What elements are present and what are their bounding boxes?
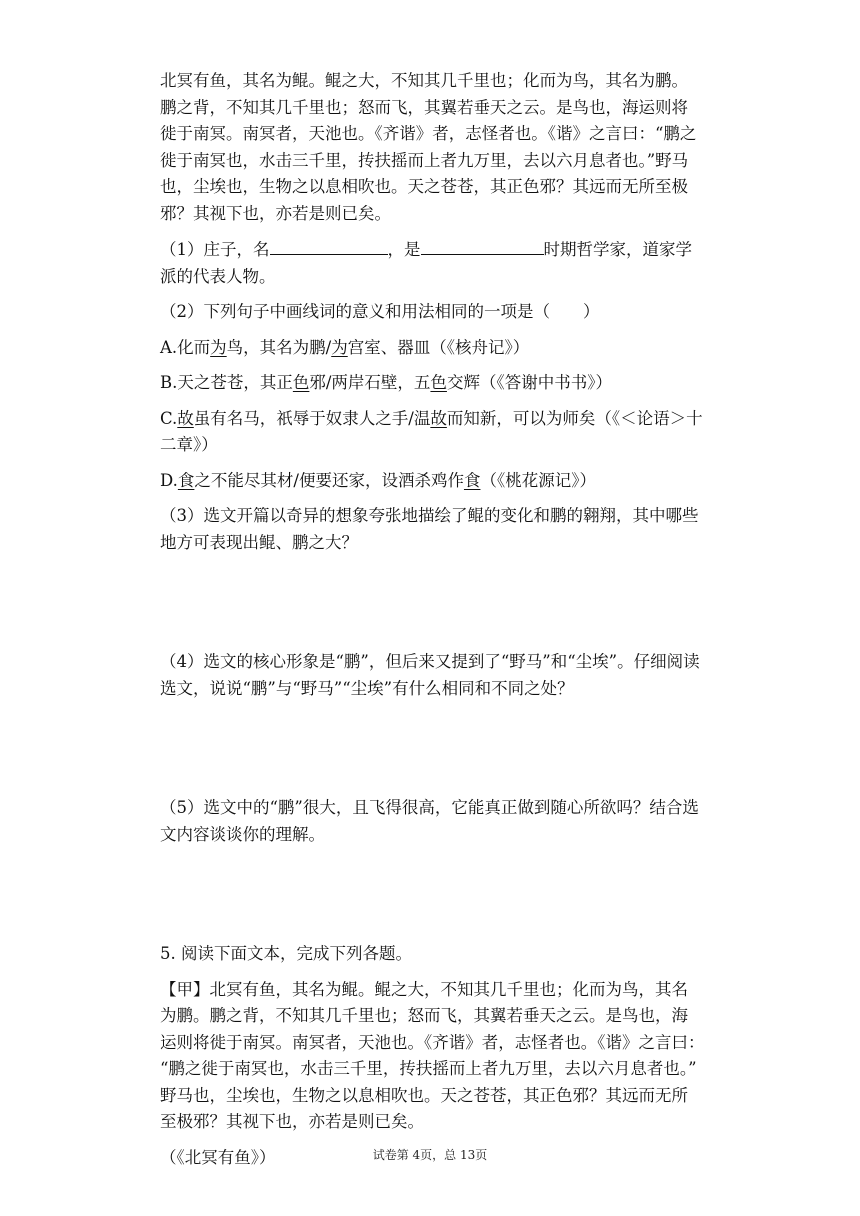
option-text: 二章》） xyxy=(160,435,218,454)
passage-line: 为鹏。鹏之背，不知其几千里也；怒而飞，其翼若垂天之云。是鸟也，海 xyxy=(160,1006,688,1025)
underlined-word: 为 xyxy=(331,337,348,357)
q4-line: 选文，说说“鹏”与“野马”“尘埃”有什么相同和不同之处？ xyxy=(160,678,574,698)
underlined-word: 故 xyxy=(177,408,194,428)
passage-source: （《北冥有鱼》） xyxy=(160,1147,276,1167)
q1-text: 派的代表人物。 xyxy=(160,266,276,286)
option-text: B.天之苍苍，其正 xyxy=(160,373,293,392)
option-text: 宫室、器皿（《核舟记》） xyxy=(347,337,530,357)
question-1 xyxy=(160,236,730,290)
option-text: A.化而 xyxy=(160,337,211,357)
passage-line: 徙于南冥。南冥者，天池也。《齐谐》者，志怪者也。《谐》之言曰：“鹏之 xyxy=(160,124,697,143)
passage-line: 鹏之背，不知其几千里也；怒而飞，其翼若垂天之云。是鸟也，海运则将 xyxy=(160,97,688,117)
passage-line: 邪？其视下也，亦若是则已矣。 xyxy=(160,203,391,223)
q4-line: （4）选文的核心形象是“鹏”，但后来又提到了“野马”和“尘埃”。仔细阅读 xyxy=(160,652,700,671)
page-footer: 试卷第 4页，总 13页 xyxy=(372,1148,488,1162)
q1-text: ，是 xyxy=(387,240,421,259)
passage-line: 也，尘埃也，生物之以息相吹也。天之苍苍，其正色邪？其远而无所至极 xyxy=(160,177,688,196)
question-5 xyxy=(160,795,730,848)
answer-space-q4[interactable] xyxy=(160,702,730,786)
passage-jia xyxy=(160,977,730,1136)
underlined-word: 色 xyxy=(292,373,310,392)
option-text: 虽有名马，祇辱于奴隶人之手/温 xyxy=(193,408,431,428)
underlined-word: 色 xyxy=(430,373,447,392)
question-3 xyxy=(160,503,730,556)
option-a xyxy=(160,335,730,362)
underlined-word: 食 xyxy=(463,470,481,490)
underlined-word: 食 xyxy=(177,470,195,490)
option-b xyxy=(160,370,730,397)
answer-space-q3[interactable] xyxy=(160,556,730,640)
option-d xyxy=(160,468,730,495)
passage-line: 至极邪？其视下也，亦若是则已矣。 xyxy=(160,1112,424,1131)
passage-line: 野马也，尘埃也，生物之以息相吹也。天之苍苍，其正色邪？其远而无所 xyxy=(160,1085,688,1105)
passage-beiming xyxy=(160,68,730,227)
q2-stem: （2）下列句子中画线词的意义和用法相同的一项是（ ） xyxy=(160,302,600,321)
option-c xyxy=(160,406,730,459)
option-text: 交辉（《答谢中书书》） xyxy=(446,373,612,392)
q3-line: （3）选文开篇以奇异的想象夸张地描绘了鲲的变化和鹏的翱翔，其中哪些 xyxy=(160,506,699,525)
option-text: C. xyxy=(160,408,178,428)
underlined-word: 为 xyxy=(210,337,227,357)
answer-blank-period[interactable] xyxy=(421,236,544,255)
passage-line: “鹏之徙于南冥也，水击三千里，抟扶摇而上者九万里，去以六月息者也。” xyxy=(160,1059,697,1078)
option-text: 而知新，可以为师矣（《＜论语＞十 xyxy=(446,408,703,428)
q1-text: 时期哲学家，道家学 xyxy=(543,240,692,259)
passage-line: 北冥有鱼，其名为鲲。鲲之大，不知其几千里也；化而为鸟，其名为鹏。 xyxy=(160,71,688,90)
answer-blank-name[interactable] xyxy=(270,236,388,255)
question-2 xyxy=(160,299,730,326)
passage-line: 徙于南冥也，水击三千里，抟扶摇而上者九万里，去以六月息者也。”野马 xyxy=(160,150,689,170)
q5-line: 文内容谈谈你的理解。 xyxy=(160,824,325,844)
q1-text: （1）庄子，名 xyxy=(160,240,270,259)
page-content xyxy=(160,68,730,1171)
option-text: D. xyxy=(160,470,178,490)
passage-line: 运则将徙于南冥。南冥者，天池也。《齐谐》者，志怪者也。《谐》之言曰： xyxy=(160,1032,705,1052)
option-text: 之不能尽其材/便要还家，设酒杀鸡作 xyxy=(194,470,464,490)
question-4 xyxy=(160,649,730,702)
section-5-heading: 5. 阅读下面文本，完成下列各题。 xyxy=(160,944,412,963)
option-text: （《桃花源记》） xyxy=(480,470,596,490)
q5-line: （5）选文中的“鹏”很大，且飞得很高，它能真正做到随心所欲吗？结合选 xyxy=(160,798,699,817)
passage-line: 【甲】北冥有鱼，其名为鲲。鲲之大，不知其几千里也；化而为鸟，其名 xyxy=(160,979,688,999)
underlined-word: 故 xyxy=(430,408,447,428)
option-text: 邪/两岸石壁，五 xyxy=(309,373,431,392)
q3-line: 地方可表现出鲲、鹏之大？ xyxy=(160,532,358,552)
option-text: 鸟，其名为鹏/ xyxy=(226,337,332,357)
answer-space-q5[interactable] xyxy=(160,848,730,932)
